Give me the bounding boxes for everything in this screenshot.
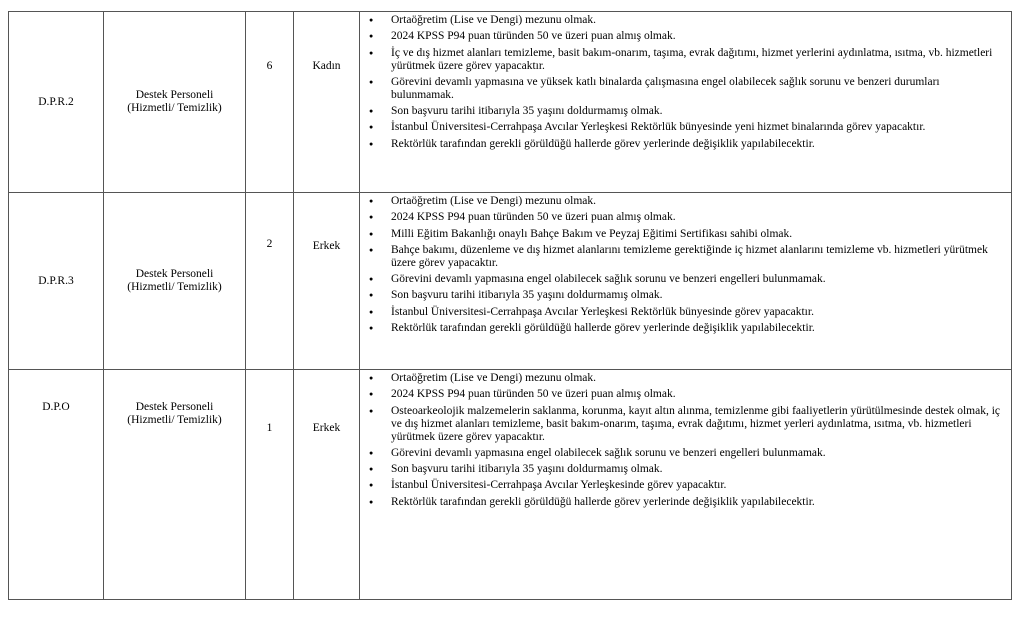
table-row bbox=[9, 193, 1012, 370]
position-title bbox=[104, 193, 246, 370]
requirement-item: ● İç ve dış hizmet alanları temizleme, basit bakım-onarım, taşıma, evrak dağıtımı, hizmet yerlerini aydınlatma, ısıtma, vb. hizmetleri yürütmek üzere görev yapacaktır. bbox=[360, 47, 1005, 73]
requirement-item: ● Ortaöğretim (Lise ve Dengi) mezunu olmak. bbox=[360, 14, 1005, 27]
requirement-item: ● Son başvuru tarihi itibarıyla 35 yaşını doldurmamış olmak. bbox=[360, 463, 1005, 476]
position-code: D.P.R.2 bbox=[9, 12, 104, 193]
requirement-item: ● Son başvuru tarihi itibarıyla 35 yaşını doldurmamış olmak. bbox=[360, 105, 1005, 118]
position-title-line2: (Hizmetli/ Temizlik) bbox=[127, 414, 222, 426]
requirement-item: ● Rektörlük tarafından gerekli görüldüğü hallerde görev yerlerinde değişiklik yapılabilecektir. bbox=[360, 138, 1005, 151]
position-code: D.P.O bbox=[9, 370, 104, 600]
positions-table bbox=[8, 11, 1012, 600]
requirement-item: ● 2024 KPSS P94 puan türünden 50 ve üzeri puan almış olmak. bbox=[360, 211, 1005, 224]
requirements-cell bbox=[360, 12, 1012, 193]
requirement-item: ● İstanbul Üniversitesi-Cerrahpaşa Avcılar Yerleşkesi Rektörlük bünyesinde görev yapacaktır. bbox=[360, 306, 1005, 319]
position-title bbox=[104, 12, 246, 193]
requirements-cell bbox=[360, 193, 1012, 370]
position-title-line1: Destek Personeli bbox=[135, 89, 214, 101]
requirement-item: ● 2024 KPSS P94 puan türünden 50 ve üzeri puan almış olmak. bbox=[360, 30, 1005, 43]
table-row bbox=[9, 370, 1012, 600]
requirement-item: ● İstanbul Üniversitesi-Cerrahpaşa Avcılar Yerleşkesi Rektörlük bünyesinde yeni hizmet binalarında görev yapacaktır. bbox=[360, 121, 1005, 134]
requirement-item: ● Ortaöğretim (Lise ve Dengi) mezunu olmak. bbox=[360, 195, 1005, 208]
position-title-line2: (Hizmetli/ Temizlik) bbox=[127, 281, 222, 293]
requirement-item: ● Milli Eğitim Bakanlığı onaylı Bahçe Bakım ve Peyzaj Eğitimi Sertifikası sahibi olmak. bbox=[360, 228, 1005, 241]
requirement-item: ● İstanbul Üniversitesi-Cerrahpaşa Avcılar Yerleşkesinde görev yapacaktır. bbox=[360, 479, 1005, 492]
requirement-item: ● Rektörlük tarafından gerekli görüldüğü hallerde görev yerlerinde değişiklik yapılabilecektir. bbox=[360, 496, 1005, 509]
position-code: D.P.R.3 bbox=[9, 193, 104, 370]
position-title-line1: Destek Personeli bbox=[135, 401, 214, 413]
position-count: 1 bbox=[246, 370, 294, 600]
requirement-item: ● Görevini devamlı yapmasına engel olabilecek sağlık sorunu ve benzeri engelleri bulunmamak. bbox=[360, 447, 1005, 460]
requirement-item: ● Bahçe bakımı, düzenleme ve dış hizmet alanlarını temizleme gerektiğinde iç hizmet alanlarını temizleme vb. hizmetleri yürütmek üzere görev yapacaktır. bbox=[360, 244, 1005, 270]
position-gender: Erkek bbox=[294, 370, 360, 600]
position-count: 2 bbox=[246, 193, 294, 370]
requirement-item: ● Rektörlük tarafından gerekli görüldüğü hallerde görev yerlerinde değişiklik yapılabilecektir. bbox=[360, 322, 1005, 335]
requirement-item: ● Görevini devamlı yapmasına ve yüksek katlı binalarda çalışmasına engel olabilecek sağlık sorunu ve benzeri durumları bulunmamak. bbox=[360, 76, 1005, 102]
requirement-item: ● 2024 KPSS P94 puan türünden 50 ve üzeri puan almış olmak. bbox=[360, 388, 1005, 401]
position-title-line1: Destek Personeli bbox=[135, 268, 214, 280]
position-gender: Erkek bbox=[294, 193, 360, 370]
requirement-item: ● Ortaöğretim (Lise ve Dengi) mezunu olmak. bbox=[360, 372, 1005, 385]
table-row bbox=[9, 12, 1012, 193]
requirements-list bbox=[360, 195, 1005, 335]
requirement-item: ● Görevini devamlı yapmasına engel olabilecek sağlık sorunu ve benzeri engelleri bulunmamak. bbox=[360, 273, 1005, 286]
requirements-list bbox=[360, 372, 1005, 509]
requirement-item: ● Son başvuru tarihi itibarıyla 35 yaşını doldurmamış olmak. bbox=[360, 289, 1005, 302]
position-count: 6 bbox=[246, 12, 294, 193]
requirement-item: ● Osteoarkeolojik malzemelerin saklanma, korunma, kayıt altın alınma, temizlenme gibi faaliyetlerin yürütülmesinde destek olmak, iç ve dış hizmet alanları temizleme, basit bakım-onarım, taşıma, evrak dağıtımı, hizmet yerleri aydınlatma, ısıtma, vb. hizmetleri yürütmek üzere görev yapacaktır. bbox=[360, 405, 1005, 444]
requirements-list bbox=[360, 14, 1005, 151]
requirements-cell bbox=[360, 370, 1012, 600]
position-title-line2: (Hizmetli/ Temizlik) bbox=[127, 102, 222, 114]
position-title bbox=[104, 370, 246, 600]
position-gender: Kadın bbox=[294, 12, 360, 193]
